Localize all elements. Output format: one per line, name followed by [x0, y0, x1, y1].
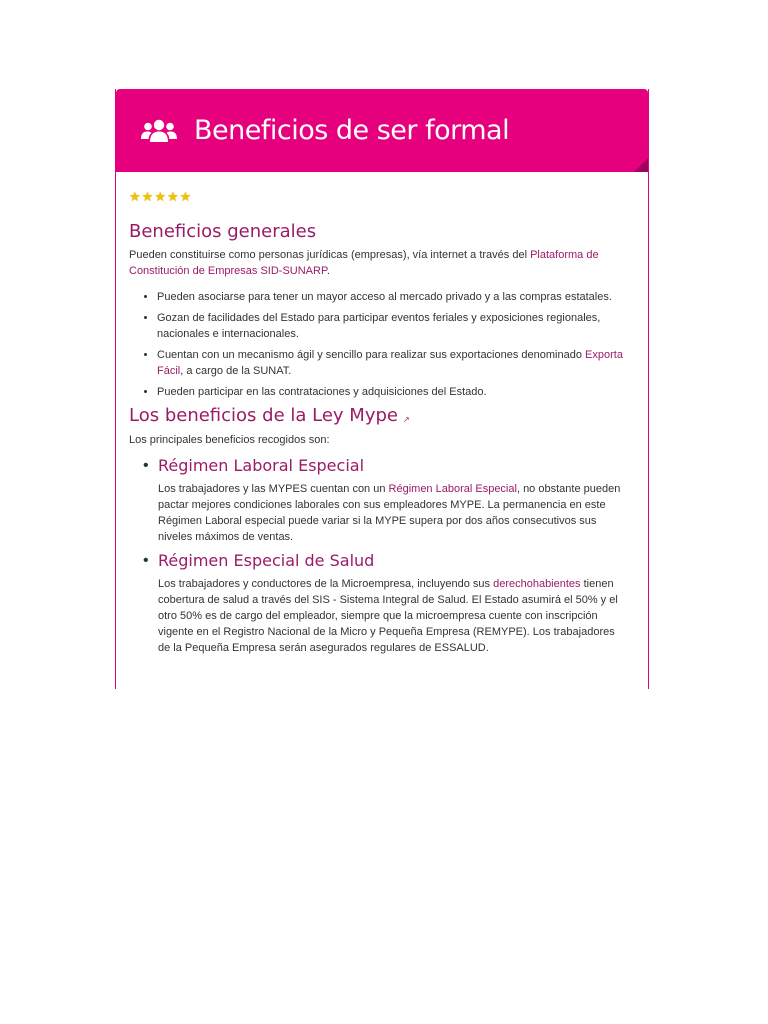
list-item: • Pueden participar en las contrataciones y adquisiciones del Estado.: [157, 384, 636, 400]
sid-sunarp-link[interactable]: Plataforma de Constitución de Empresas SID-SUNARP: [129, 249, 599, 277]
subsection-text: [158, 576, 636, 656]
section-title-ley-mype[interactable]: Los beneficios de la Ley Mype: [129, 405, 398, 426]
subsection-regimen-laboral: [129, 456, 636, 545]
ley-mype-intro: Los principales beneficios recogidos son:: [129, 434, 330, 446]
list-item-text: Cuentan con un mecanismo ágil y sencillo para realizar sus exportaciones denominado: [157, 349, 586, 361]
star-icon[interactable]: ★: [154, 189, 166, 204]
subsection-text-end: tienen cobertura de salud a través del SIS - Sistema Integral de Salud. El Estado asumirá el 50% y el otro 50% es de cargo del empleador, siempre que la microempresa cuente con inscripción vigente en el Registro Nacional de la Micro y Pequeña Empresa (REMYPE). Los trabajadores de la Pequeña Empresa serán asegurados regulares de ESSALUD.: [158, 578, 618, 654]
star-rating[interactable]: [129, 190, 636, 204]
general-benefits-list: [129, 289, 636, 400]
page-title: Beneficios de ser formal: [194, 115, 510, 146]
bullet-dot: •: [143, 552, 149, 569]
intro-end: .: [326, 265, 330, 277]
card-content: [116, 172, 648, 656]
subsection-title: Régimen Laboral Especial: [158, 456, 365, 475]
subsection-text-start: Los trabajadores y conductores de la Microempresa, incluyendo sus: [158, 578, 494, 590]
external-link-icon[interactable]: ↗: [402, 414, 410, 424]
subsection-title: Régimen Especial de Salud: [158, 551, 375, 570]
section-title-general-benefits: Beneficios generales: [129, 221, 317, 242]
intro-text: Pueden constituirse como personas jurídicas (empresas), vía internet a través del: [129, 249, 531, 261]
exporta-facil-link[interactable]: Exporta Fácil: [157, 349, 623, 377]
derechohabientes-link[interactable]: derechohabientes: [493, 578, 581, 590]
subsection-text-end: , no obstante pueden pactar mejores condiciones laborales con sus empleadores MYPE. La permanencia en este Régimen Laboral especial puede variar si la MYPE supera por dos años consecutivos sus niveles máximos de ventas.: [158, 483, 621, 543]
subsection-regimen-salud: [129, 551, 636, 656]
star-icon[interactable]: ★: [129, 189, 141, 204]
bullet-dot: •: [143, 457, 149, 474]
header-banner: [116, 89, 648, 172]
benefits-card: [115, 89, 649, 689]
list-item: [157, 347, 636, 379]
corner-fold: [634, 158, 648, 172]
star-icon[interactable]: ★: [141, 189, 154, 204]
users-group-icon: [140, 117, 178, 145]
general-benefits-intro: [129, 247, 636, 279]
list-item: • Pueden asociarse para tener un mayor acceso al mercado privado y a las compras estatales.: [157, 289, 636, 305]
star-icon[interactable]: ★: [166, 189, 179, 204]
list-item: • Gozan de facilidades del Estado para participar eventos feriales y exposiciones regionales, nacionales e internacionales.: [157, 310, 636, 342]
list-item-text: , a cargo de la SUNAT.: [180, 365, 292, 377]
star-icon[interactable]: ★: [179, 189, 192, 204]
subsection-text-start: Los trabajadores y las MYPES cuentan con un: [158, 483, 389, 495]
subsection-text: [158, 481, 636, 545]
regimen-laboral-link[interactable]: Régimen Laboral Especial: [388, 483, 517, 495]
section-title-ley-mype-row: [129, 405, 636, 427]
